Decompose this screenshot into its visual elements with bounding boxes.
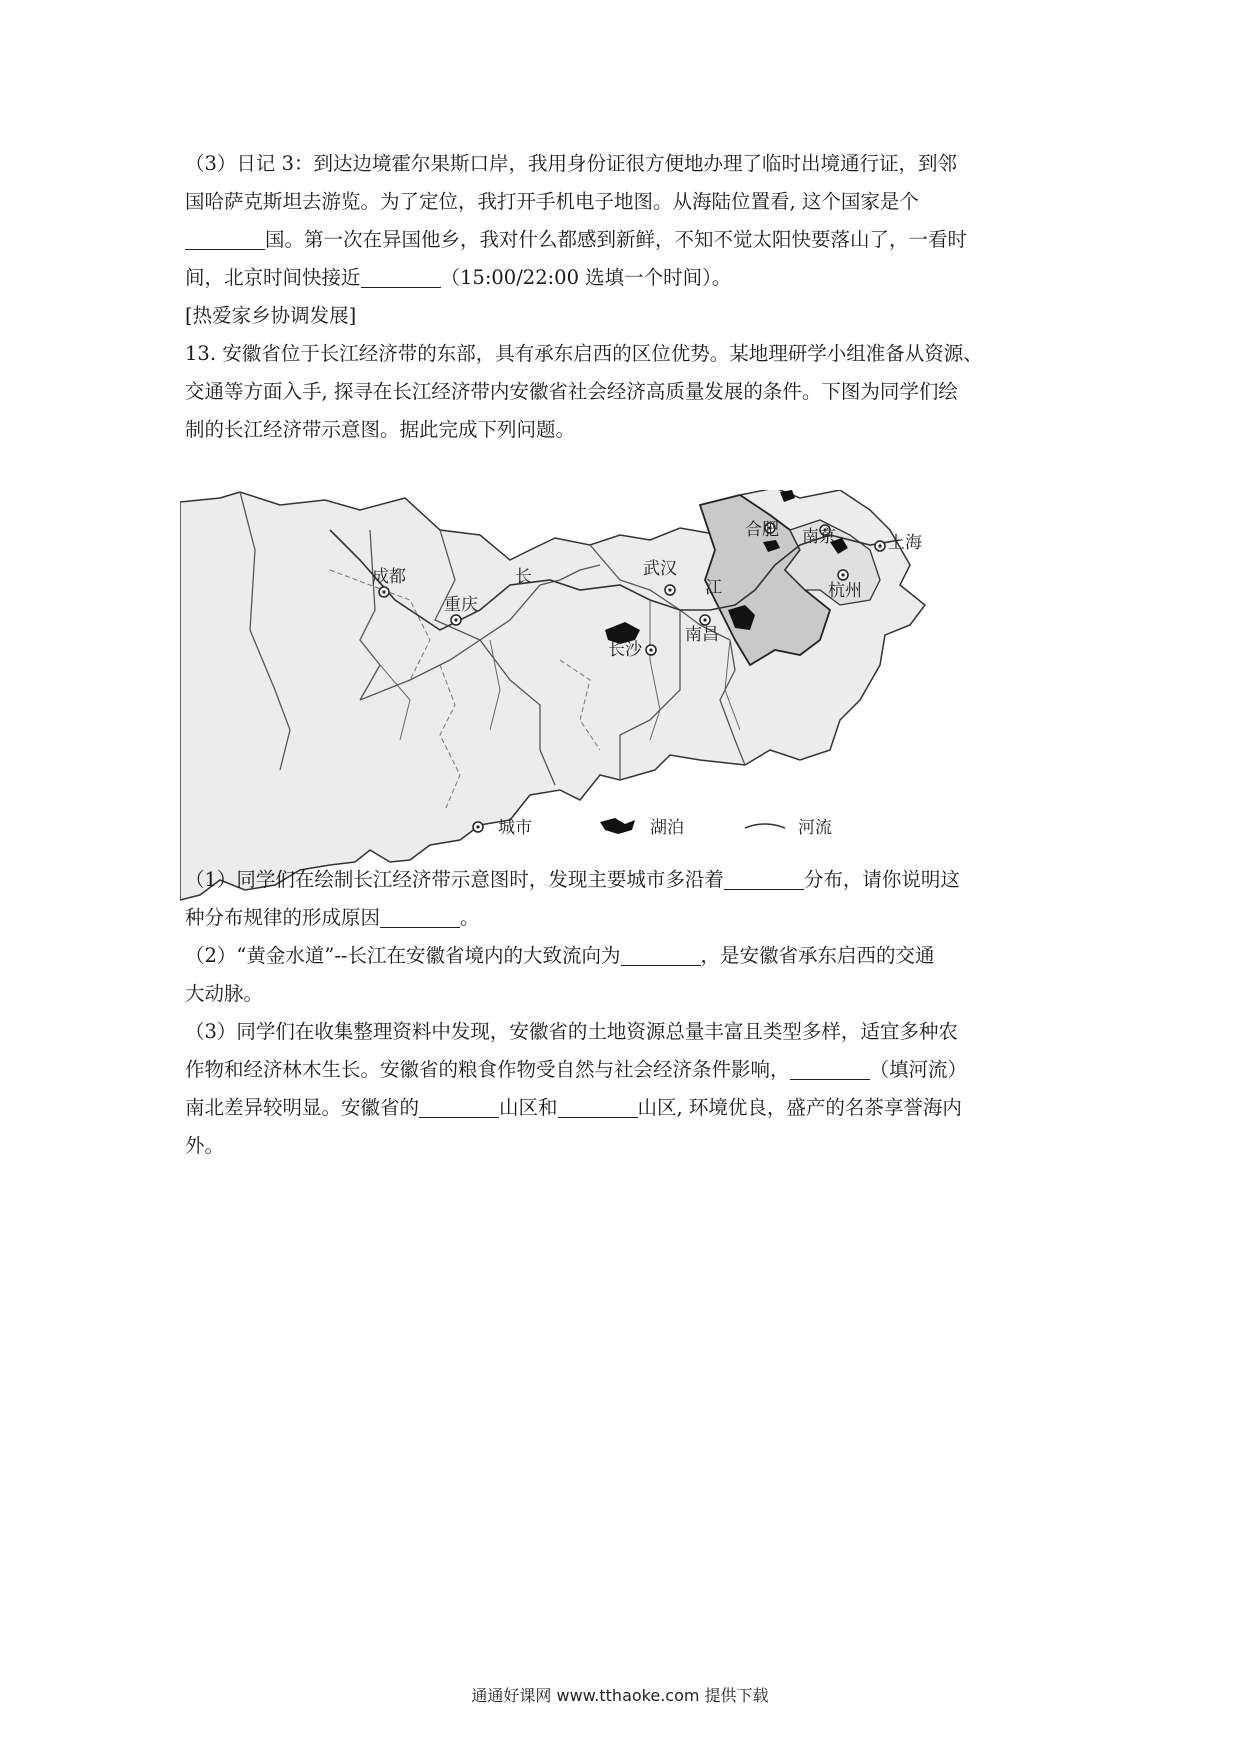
city-label-nanchang: 南昌 bbox=[685, 625, 719, 645]
legend-lake-symbol bbox=[600, 818, 635, 834]
answer-blank[interactable] bbox=[419, 1095, 499, 1118]
q12-3-line-4-text-b: （15:00/22:00 选填一个时间）。 bbox=[440, 266, 732, 289]
q13-line-2: 交通等方面入手, 探寻在长江经济带内安徽省社会经济高质量发展的条件。下图为同学们绘 bbox=[185, 380, 958, 403]
answer-blank[interactable] bbox=[790, 1057, 870, 1080]
q13-1-line-2 bbox=[185, 902, 1065, 934]
q13-2-line-1 bbox=[185, 940, 1065, 972]
q13-1-text-d: 。 bbox=[460, 906, 480, 929]
q12-3-line-4-text-a: 间，北京时间快接近 bbox=[185, 266, 361, 289]
q13-3-line-1: （3）同学们在收集整理资料中发现，安徽省的土地资源总量丰富且类型多样，适宜多种农 bbox=[185, 1020, 958, 1043]
q13-3-text-b: （填河流） bbox=[869, 1058, 968, 1081]
city-label-wuhan: 武汉 bbox=[643, 559, 677, 579]
legend-river-label: 河流 bbox=[798, 818, 832, 838]
legend-river-symbol bbox=[745, 824, 785, 828]
page-footer: 通通好课网 www.tthaoke.com 提供下载 bbox=[471, 1686, 769, 1705]
q13-2-text-b: ，是安徽省承东启西的交通 bbox=[700, 944, 935, 967]
q13-3-text-e: 山区, 环境优良，盛产的名茶享誉海内 bbox=[637, 1096, 962, 1119]
q13-3-text-c: 南北差异较明显。安徽省的 bbox=[185, 1096, 420, 1119]
river-label-jiang: 江 bbox=[705, 578, 722, 598]
q13-line-1: 13. 安徽省位于长江经济带的东部，具有承东启西的区位优势。某地理研学小组准备从资源、 bbox=[185, 342, 983, 365]
section-title: [热爱家乡协调发展] bbox=[185, 304, 357, 327]
q13-3-text-a: 作物和经济林木生长。安徽省的粮食作物受自然与社会经济条件影响， bbox=[185, 1058, 790, 1081]
legend-city-label: 城市 bbox=[498, 818, 532, 838]
q13-3-line-2 bbox=[185, 1054, 1065, 1086]
q13-line-3: 制的长江经济带示意图。据此完成下列问题。 bbox=[185, 418, 576, 441]
q13-2-line-2: 大动脉。 bbox=[185, 982, 264, 1005]
q12-3-line-2: 国哈萨克斯坦去游览。为了定位，我打开手机电子地图。从海陆位置看, 这个国家是个 bbox=[185, 190, 919, 213]
answer-blank[interactable] bbox=[361, 265, 441, 288]
q13-1-text-b: 分布，请你说明这 bbox=[803, 868, 960, 891]
city-label-chengdu: 成都 bbox=[372, 567, 406, 587]
city-label-hefei: 合肥 bbox=[745, 520, 779, 540]
city-label-nanjing: 南京 bbox=[802, 527, 836, 547]
city-label-chongqing: 重庆 bbox=[444, 595, 478, 615]
q13-3-line-4: 外。 bbox=[185, 1134, 225, 1157]
answer-blank[interactable] bbox=[621, 943, 701, 966]
q12-3-line-4 bbox=[185, 262, 1065, 294]
q13-3-line-3 bbox=[185, 1092, 1065, 1124]
map-legend bbox=[473, 818, 832, 838]
q12-3-line-1: （3）日记 3：到达边境霍尔果斯口岸，我用身份证很方便地办理了临时出境通行证，到邻 bbox=[185, 152, 958, 175]
legend-lake-label: 湖泊 bbox=[650, 818, 684, 838]
river-label-chang: 长 bbox=[515, 567, 532, 587]
q13-2-text-a: （2）“黄金水道”--长江在安徽省境内的大致流向为 bbox=[185, 944, 621, 967]
q12-3-line-3 bbox=[185, 224, 1065, 256]
q13-1-text-a: （1）同学们在绘制长江经济带示意图时，发现主要城市多沿着 bbox=[185, 868, 724, 891]
q13-1-line-1 bbox=[185, 864, 1065, 896]
q13-1-text-c: 种分布规律的形成原因 bbox=[185, 906, 381, 929]
answer-blank[interactable] bbox=[380, 905, 460, 928]
q13-3-text-d: 山区和 bbox=[499, 1096, 558, 1119]
answer-blank[interactable] bbox=[724, 867, 804, 890]
city-label-shanghai: 上海 bbox=[888, 533, 922, 553]
city-label-changsha: 长沙 bbox=[608, 640, 642, 660]
answer-blank[interactable] bbox=[185, 227, 265, 250]
q12-3-line-3-text: 国。第一次在异国他乡，我对什么都感到新鲜，不知不觉太阳快要落山了，一看时 bbox=[265, 228, 968, 251]
answer-blank[interactable] bbox=[558, 1095, 638, 1118]
city-label-hangzhou: 杭州 bbox=[828, 581, 862, 601]
